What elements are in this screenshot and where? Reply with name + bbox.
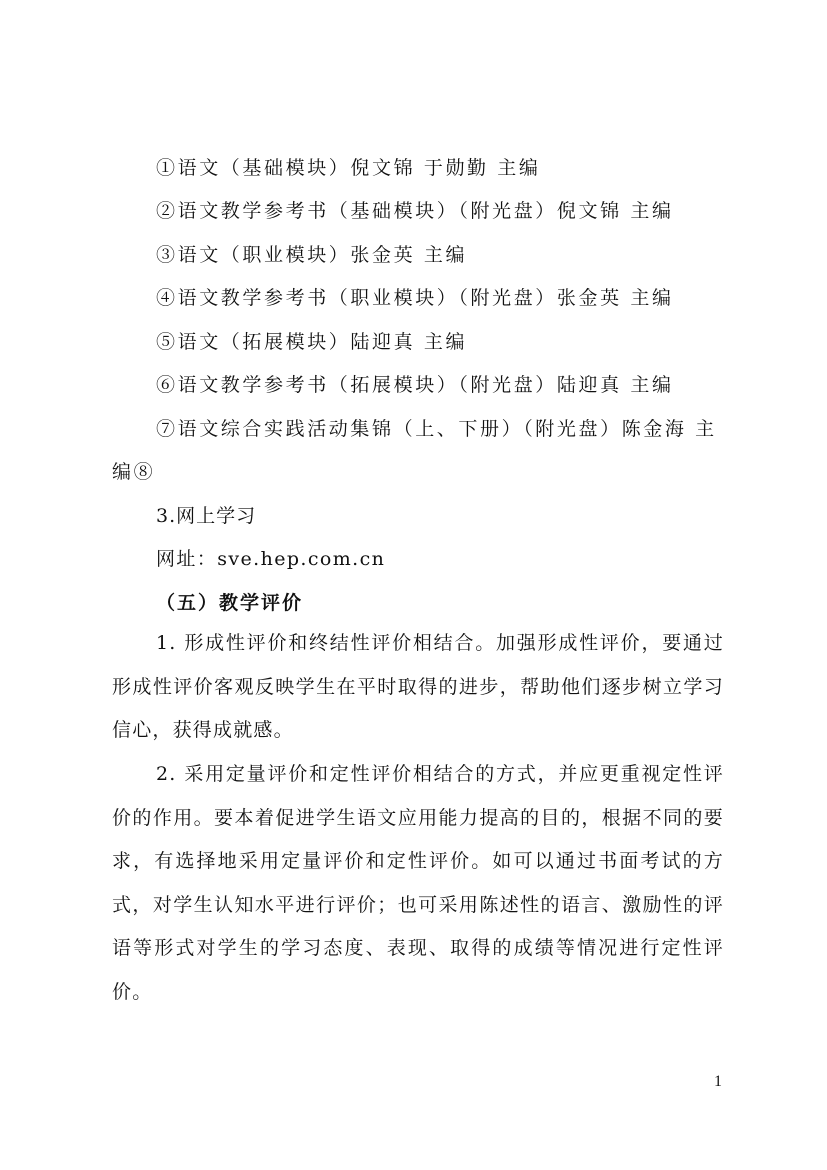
book-item-2: ②语文教学参考书（基础模块）（附光盘）倪文锦 主编 <box>156 200 674 222</box>
book-item-7-continuation: 编⑧ <box>112 461 156 483</box>
book-item-7: ⑦语文综合实践活动集锦（上、下册）（附光盘）陈金海 主 <box>156 418 717 440</box>
book-item-3: ③语文（职业模块）张金英 主编 <box>156 244 468 266</box>
book-item-5: ⑤语文（拓展模块）陆迎真 主编 <box>156 331 468 353</box>
book-item-1: ①语文（基础模块）倪文锦 于勋勤 主编 <box>156 157 541 179</box>
section-heading: （五）教学评价 <box>156 592 304 614</box>
online-learning-url: 网址：sve.hep.com.cn <box>156 548 386 570</box>
online-learning-title: 3.网上学习 <box>156 505 257 527</box>
paragraph-1: 1. 形成性评价和终结性评价相结合。加强形成性评价，要通过形成性评价客观反映学生在平时取得的进步，帮助他们逐步树立学习信心，获得成就感。 <box>112 632 724 741</box>
paragraph-2: 2. 采用定量评价和定性评价相结合的方式，并应更重视定性评价的作用。要本着促进学生语文应用能力提高的目的，根据不同的要求，有选择地采用定量评价和定性评价。如可以通过书面考试的方式，对学生认知水平进行评价；也可采用陈述性的语言、激励性的评语等形式对学生的学习态度、表现、取得的成绩等情况进行定性评价。 <box>112 763 724 1003</box>
book-item-4: ④语文教学参考书（职业模块）（附光盘）张金英 主编 <box>156 287 674 309</box>
page-number: 1 <box>714 1073 722 1090</box>
book-item-6: ⑥语文教学参考书（拓展模块）（附光盘）陆迎真 主编 <box>156 374 674 396</box>
